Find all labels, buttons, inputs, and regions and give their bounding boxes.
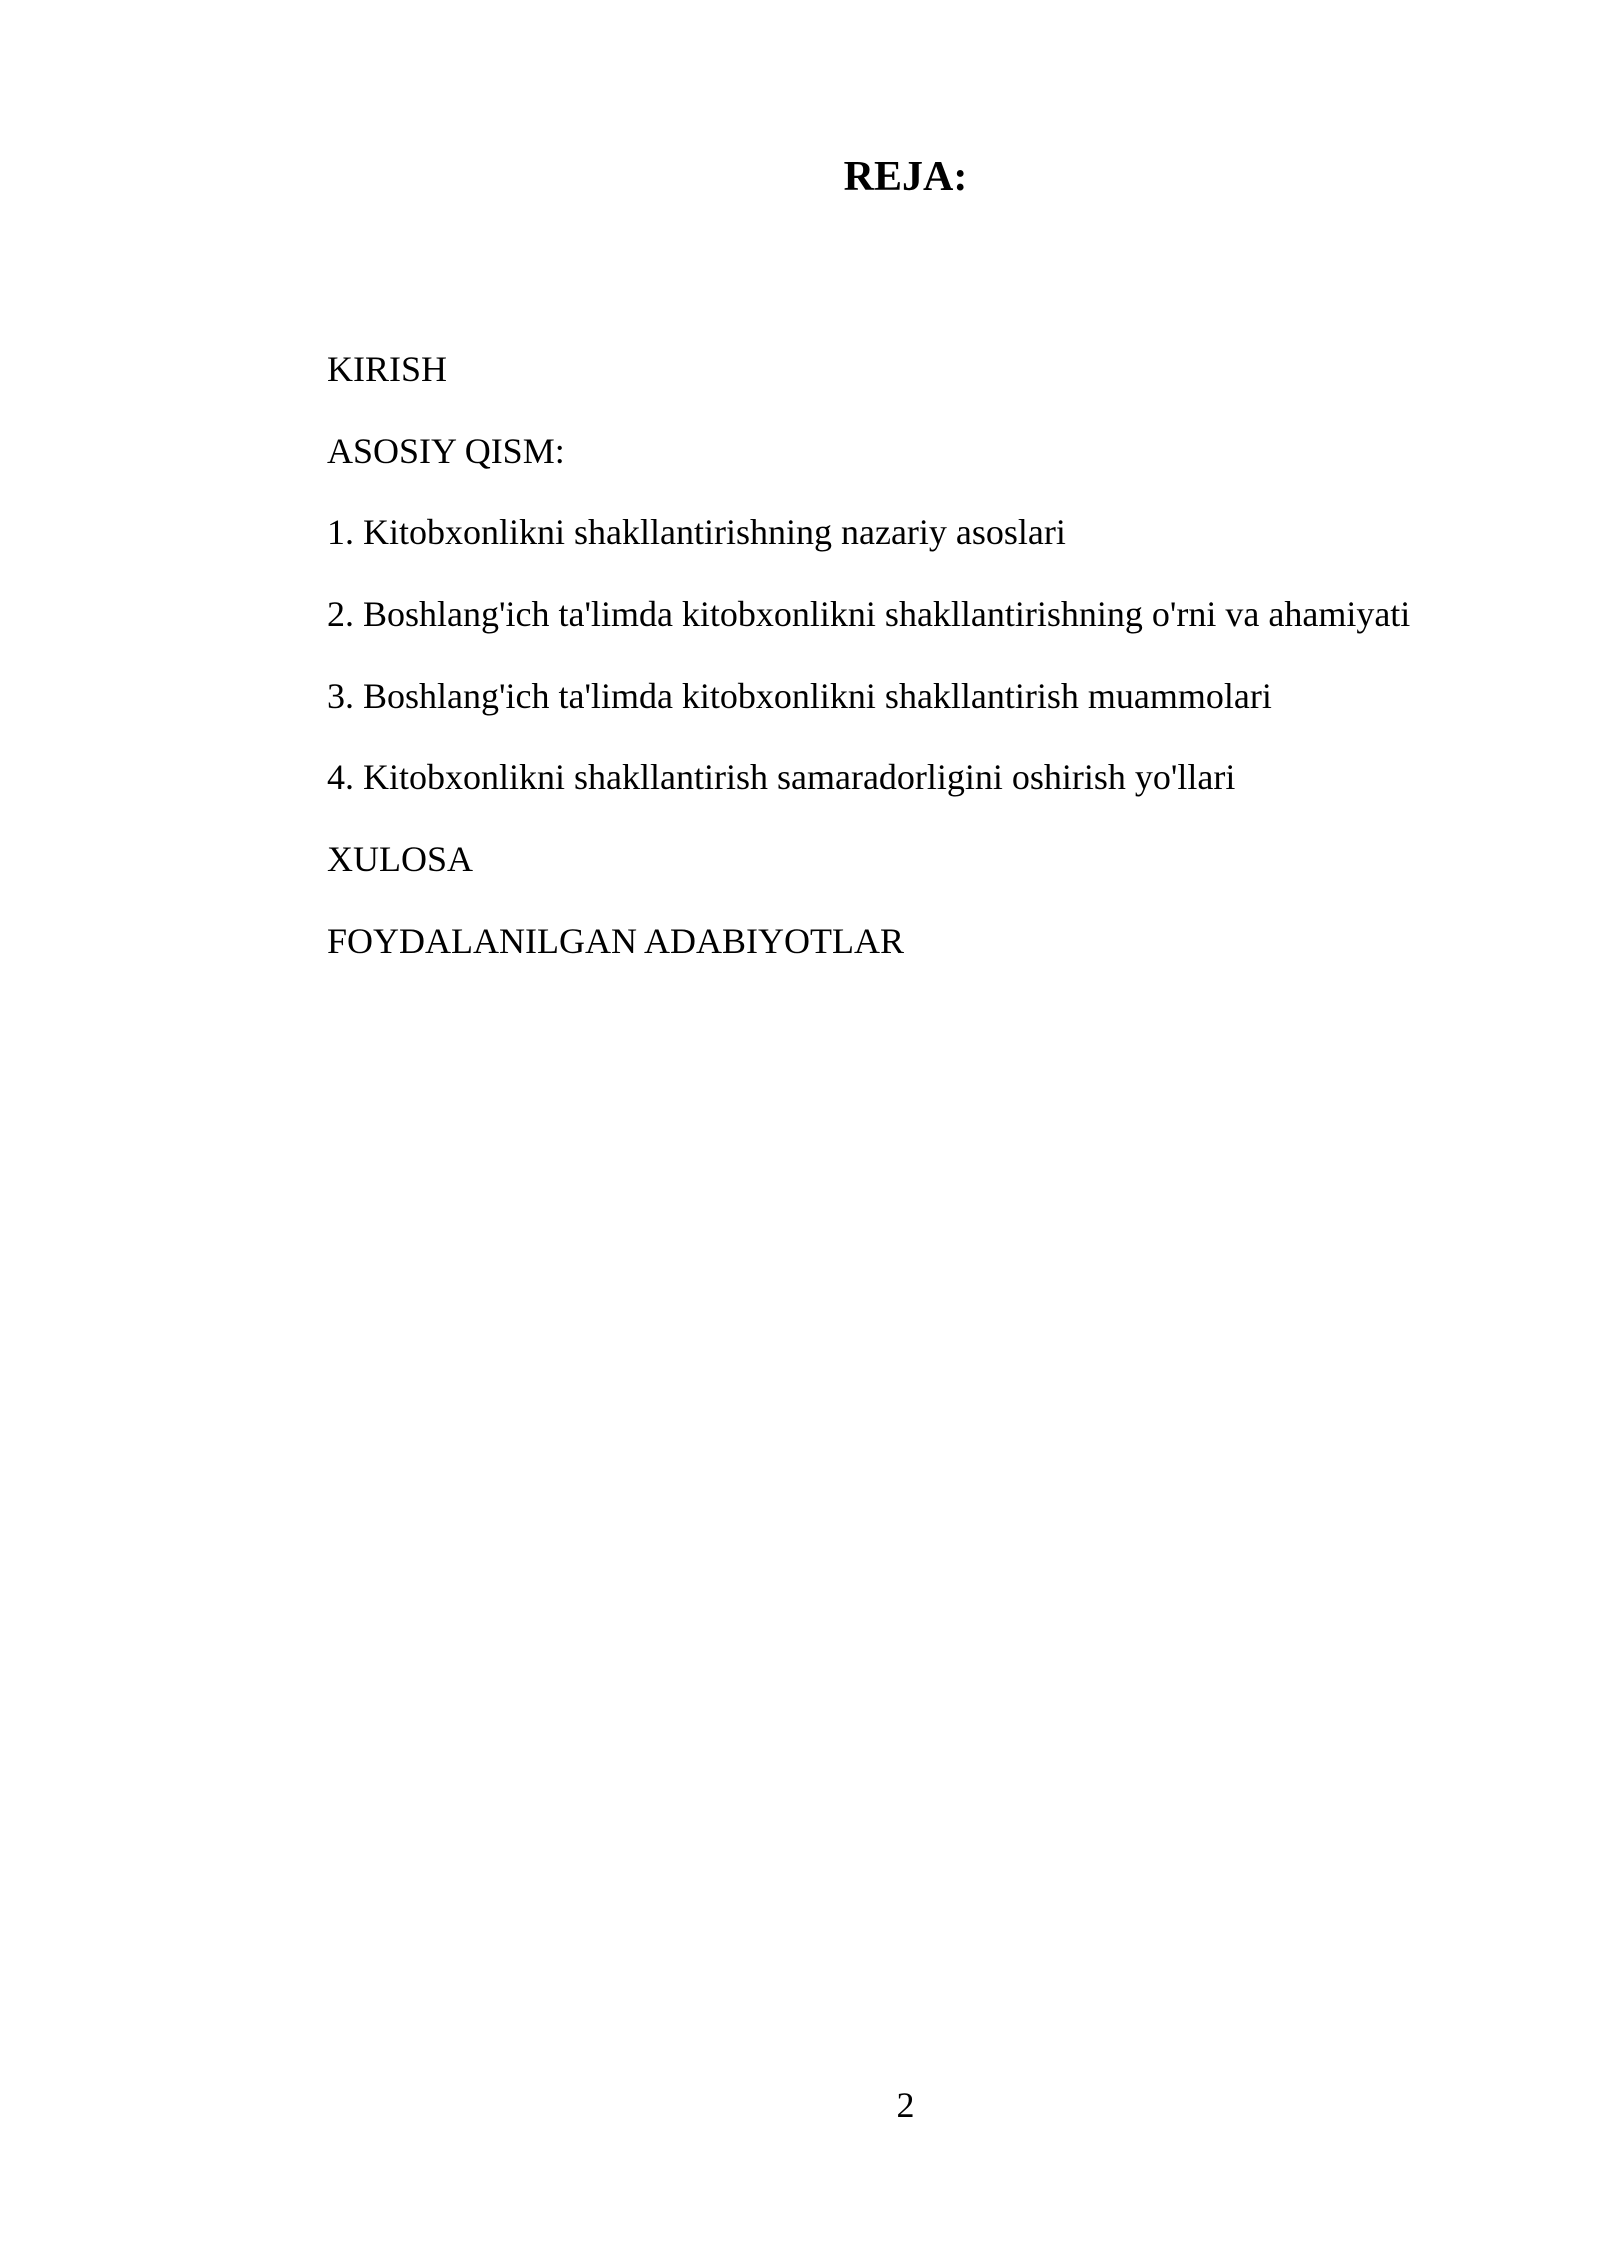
- plan-item-xulosa: XULOSA: [327, 839, 474, 880]
- plan-item-kirish: KIRISH: [327, 349, 448, 389]
- plan-item-2: 2. Boshlang'ich ta'limda kitobxonlikni shakllantirishning o'rni va ahamiyati: [327, 594, 1411, 635]
- page-title-text: REJA:: [843, 154, 968, 200]
- plan-item-3: 3. Boshlang'ich ta'limda kitobxonlikni shakllantirish muammolari: [327, 675, 1272, 716]
- page-title: [0, 152, 1600, 202]
- plan-item-adabiyotlar: FOYDALANILGAN ADABIYOTLAR: [327, 920, 904, 961]
- plan-item-4: 4. Kitobxonlikni shakllantirish samaradorligini oshirish yo'llari: [327, 757, 1236, 798]
- plan-item-asosiy-qism: ASOSIY QISM:: [327, 430, 565, 471]
- plan-item-1: 1. Kitobxonlikni shakllantirishning nazariy asoslari: [327, 512, 1066, 553]
- plan-list: [327, 345, 1410, 999]
- page-number: [0, 2083, 1600, 2127]
- page-number-text: 2: [896, 2085, 915, 2125]
